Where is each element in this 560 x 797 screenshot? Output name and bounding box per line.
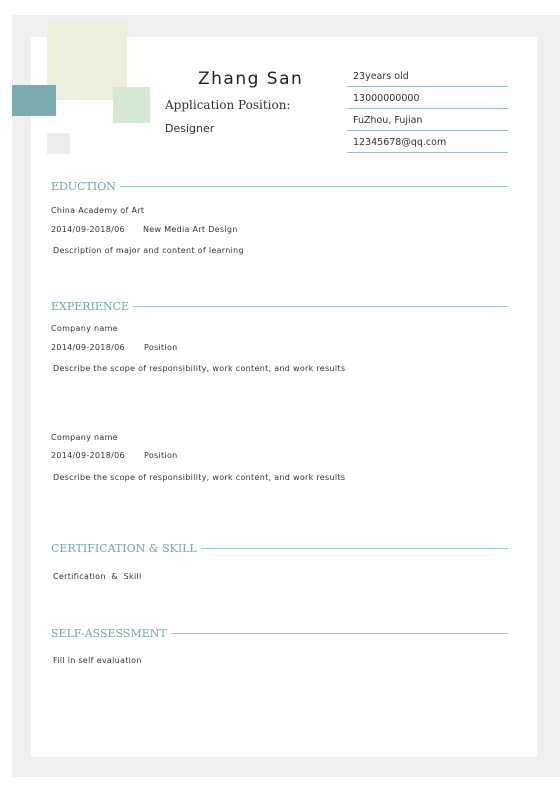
experience-period: 2014/09-2018/06 — [51, 343, 125, 352]
experience-title: EXPERIENCE — [51, 299, 130, 313]
section-divider — [171, 633, 508, 634]
contact-email: 12345678@qq.com — [347, 133, 508, 153]
self-assessment-content: Fill in self evaluation — [53, 656, 142, 665]
experience-description: Describe the scope of responsibility, work content, and work results — [53, 364, 346, 373]
certification-section-header — [51, 541, 508, 555]
experience-company: Company name — [51, 324, 118, 333]
education-school: China Academy of Art — [51, 206, 145, 215]
experience-description: Describe the scope of responsibility, work content, and work results — [53, 473, 346, 482]
contact-location: FuZhou, Fujian — [347, 111, 508, 131]
certification-content: Certification & Skill — [53, 572, 142, 581]
application-position-value: Designer — [165, 122, 215, 135]
education-section-header — [51, 179, 508, 193]
experience-position: Position — [144, 451, 178, 460]
application-position-label: Application Position: — [165, 98, 291, 112]
section-divider — [133, 306, 508, 307]
contact-age: 23years old — [347, 67, 508, 87]
section-divider — [201, 548, 508, 549]
self-assessment-section-header — [51, 626, 508, 640]
experience-position: Position — [144, 343, 178, 352]
experience-period: 2014/09-2018/06 — [51, 451, 125, 460]
section-divider — [120, 186, 508, 187]
experience-company: Company name — [51, 433, 118, 442]
contact-phone: 13000000000 — [347, 89, 508, 109]
education-description: Description of major and content of learning — [53, 246, 244, 255]
education-title: EDUCTION — [51, 179, 116, 193]
decor-square-teal — [12, 85, 56, 116]
education-period: 2014/09-2018/06 — [51, 225, 125, 234]
decor-square-gray — [47, 133, 70, 154]
candidate-name: Zhang San — [198, 69, 304, 89]
self-assessment-title: SELF-ASSESSMENT — [51, 626, 167, 640]
education-major: New Media Art Design — [143, 225, 238, 234]
contact-info — [347, 67, 508, 155]
decor-square-mint — [113, 87, 150, 123]
experience-section-header — [51, 299, 508, 313]
certification-title: CERTIFICATION & SKILL — [51, 541, 197, 555]
